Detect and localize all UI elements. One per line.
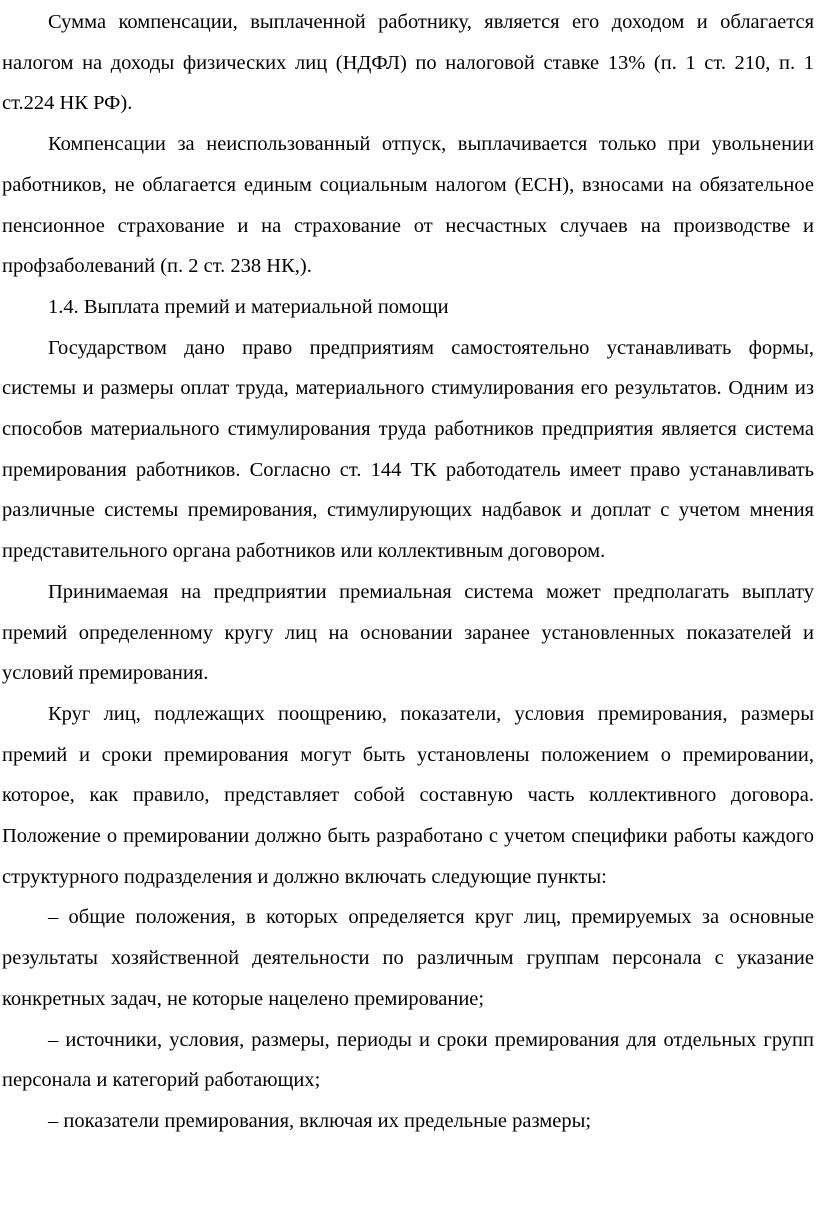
paragraph-bonus-regulation: Круг лиц, подлежащих поощрению, показатели, условия премирования, размеры премий и сроки премирования могут быть установлены положением о премировании, которое, как правило, представляет собой составную часть коллективного договора. Положение о премировании должно быть разработано с учетом специфики работы каждого структурного подразделения и должно включать следующие пункты: (2, 702, 814, 888)
list-item-sources-conditions: – источники, условия, размеры, периоды и сроки премирования для отдельных групп персонала и категорий работающих; (2, 1028, 814, 1092)
list-item-general-provisions: – общие положения, в которых определяется круг лиц, премируемых за основные результаты хозяйственной деятельности по различным группам персонала с указание конкретных задач, не которые нацелено премирование; (2, 906, 814, 1010)
paragraph-bonus-system: Принимаемая на предприятии премиальная система может предполагать выплату премий определенному кругу лиц на основании заранее установленных показателей и условий премирования. (2, 580, 814, 685)
paragraph-state-rights: Государством дано право предприятиям самостоятельно устанавливать формы, системы и размеры оплат труда, материального стимулирования его результатов. Одним из способов материального стимулирования труда работников предприятия является система премирования работников. Согласно ст. 144 ТК работодатель имеет право устанавливать различные системы премирования, стимулирующих надбавок и доплат с учетом мнения представительного органа работников или коллективным договором. (2, 336, 814, 563)
paragraph-unused-vacation: Компенсации за неиспользованный отпуск, выплачивается только при увольнении работников, не облагается единым социальным налогом (ЕСН), взносами на обязательное пенсионное страхование и на страхование от несчастных случаев на производстве и профзаболеваний (п. 2 ст. 238 НК,). (2, 133, 814, 278)
list-item-bonus-indicators: – показатели премирования, включая их предельные размеры; (48, 1109, 592, 1132)
section-heading: 1.4. Выплата премий и материальной помощи (48, 295, 449, 318)
paragraph-compensation-tax: Сумма компенсации, выплаченной работнику, является его доходом и облагается налогом на доходы физических лиц (НДФЛ) по налоговой ставке 13% (п. 1 ст. 210, п. 1 ст.224 НК РФ). (2, 11, 814, 115)
